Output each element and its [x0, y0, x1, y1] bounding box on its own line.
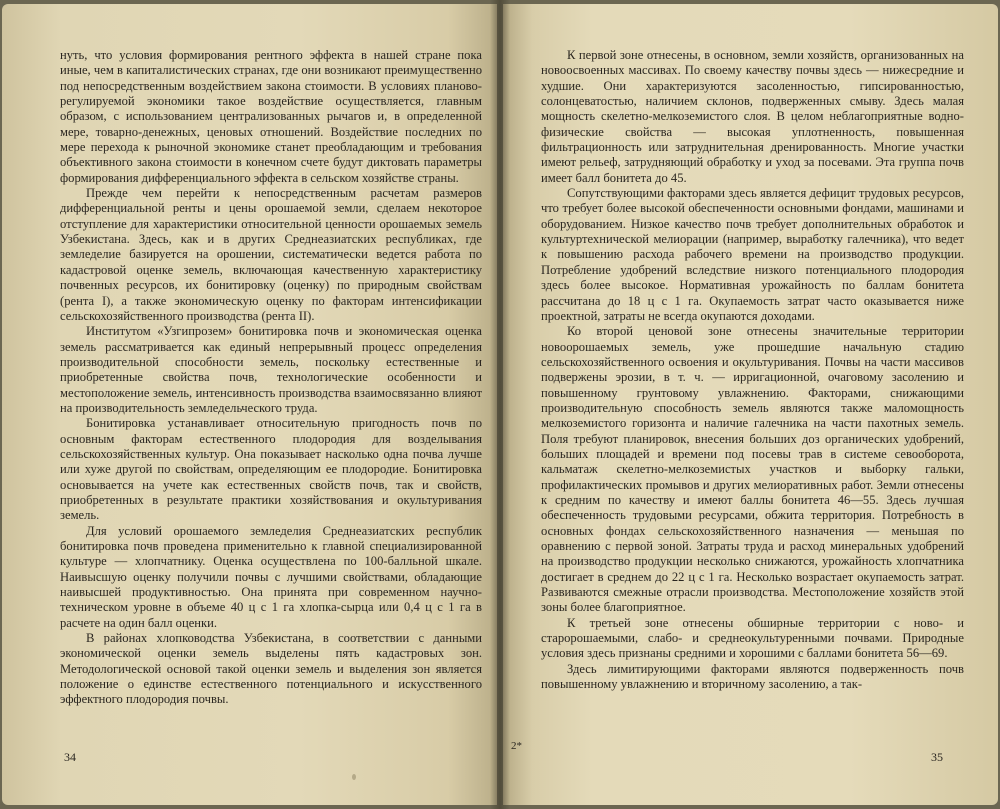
right-page-text	[541, 48, 964, 692]
signature-mark: 2*	[511, 740, 522, 752]
paragraph: Институтом «Узгипрозем» бонитировка почв и экономическая оценка земель рассматривается как единый непрерывный процесс определения производительной способности земель, поскольку естественные и приобретенные свойства почв, технологические особенности и местоположение земель, интенсивность производства взаимосвязанно влияют на производительность земледельческого труда.	[60, 324, 482, 415]
paragraph: нуть, что условия формирования рентного эффекта в нашей стране пока иные, чем в капиталистических странах, где они возникают преимущественно под непосредственным воздействием закона стоимости. В условиях планово-регулируемой экономики такое воздействие осуществляется, главным образом, с использованием централизованных рычагов и, в определенной мере, товарно-денежных, ценовых отношений. Воздействие последних по мере перехода к рыночной экономике станет преобладающим и требования объективного закона стоимости в конечном счете будут диктовать параметры формирования дифференциального эффекта в сельском хозяйстве страны.	[60, 48, 482, 185]
paragraph: Сопутствующими факторами здесь является дефицит трудовых ресурсов, что требует более высокой обеспеченности основными фондами, машинами и оборудованием. Низкое качество почв требует дополнительных обработок и культуртехнической мелиорации (например, выработку галечника), что ведет к повышению расхода рабочего времени на производство продукции. Потребление удобрений вследствие низкого потенциального плодородия здесь более высокое. Нормативная урожайность по баллам бонитета рассчитана до 18 ц с 1 га. Окупаемость затрат часто оказывается ниже проектной, затраты не всегда окупаются доходами.	[541, 186, 964, 323]
right-page	[503, 4, 998, 805]
paragraph: В районах хлопководства Узбекистана, в соответствии с данными экономической оценки земель выделены пять кадастровых зон. Методологической основой такой оценки земель и выделения зон является положение о единстве естественного потенциального и искусственного эффектного плодородия почвы.	[60, 631, 482, 707]
paper-speck	[352, 774, 356, 780]
paragraph: Прежде чем перейти к непосредственным расчетам размеров дифференциальной ренты и цены орошаемой земли, сделаем некоторое отступление для характеристики относительной ценности орошаемых земель Узбекистана. Здесь, как и в других Среднеазиатских республиках, где земледелие базируется на орошении, систематически ведется работа по кадастровой оценке земель, включающая качественную характеристику почвенных ресурсов, их бонитировку (оценку) по природным свойствам (рента I), а также экономическую оценку по факторам интенсификации сельскохозяйственного производства (рента II).	[60, 186, 482, 323]
paragraph: К третьей зоне отнесены обширные территории с ново- и старорошаемыми, слабо- и среднеокультуренными почвами. Природные условия здесь признаны средними и хорошими с баллами бонитета 56—69.	[541, 615, 964, 661]
paragraph: К первой зоне отнесены, в основном, земли хозяйств, организованных на новоосвоенных массивах. По своему качеству почвы здесь — нижесредние и худшие. Они характеризуются засоленностью, гипсированностью, солонцеватостью, наличием склонов, подверженных смыву. Здесь малая мощность скелетно-мелкоземистого слоя. В целом неблагоприятные водно-физические свойства — высокая уплотненность, повышенная фильтрационность или затруднительная дренированность. Многие участки имеют рельеф, затрудняющий обработку и уход за посевами. Эта группа почв имеет балл бонитета до 45.	[541, 48, 964, 185]
paragraph: Бонитировка устанавливает относительную пригодность почв по основным факторам естественного плодородия для возделывания сельскохозяйственных культур. Она показывает насколько одна почва лучше или хуже другой по свойствам, определяющим ее плодородие. Бонитировка основывается на учете как естественных свойств почв, так и свойств, приобретенных в результате практики хозяйствования и окультуривания земель.	[60, 416, 482, 523]
left-page	[2, 4, 497, 805]
paragraph: Ко второй ценовой зоне отнесены значительные территории новоорошаемых земель, уже прошедшие начальную стадию сельскохозяйственного освоения и окультуривания. Почвы на части массивов подвержены эрозии, в т. ч. — ирригационной, очаговому засолению и повышенному грунтовому увлажнению. Факторами, снижающими производительную способность земель являются также маломощность мелкоземистого горизонта и наличие галечника на части пахотных земель. Поля требуют планировок, внесения больших доз органических удобрений, больших площадей и времени под посевы трав в системе севооборота, кальматаж скелетно-мелкоземистых участков и выборку гальки, профилактических промывов и других мелиоративных работ. Земли отнесены к средним по качеству и имеют баллы бонитета 46—55. Здесь лучшая обеспеченность трудовыми ресурсами, обжита территория. Потребность в основных фондах сельскохозяйственного назначения — меньшая по оравнению с первой зоной. Затраты труда и расход минеральных удобрений на производство продукции несколько снижаются, урожайность хлопчатника достигает в среднем до 22 ц с 1 га. Несколько возрастает окупаемость затрат. Развиваются смежные отрасли производства. Местоположение хозяйств этой зоны более благоприятное.	[541, 324, 964, 615]
page-number-left: 34	[64, 750, 76, 764]
paragraph: Для условий орошаемого земледелия Среднеазиатских республик бонитировка почв проведена применительно к главной специализированной культуре — хлопчатнику. Оценка осуществлена по 100-балльной шкале. Наивысшую оценку получили почвы с лучшими свойствами, обладающие наивысшей продуктивностью. Она принята при современном научно-техническом уровне в объеме 40 ц с 1 га хлопка-сырца или 0,4 ц с 1 га в расчете на один балл оценки.	[60, 523, 482, 630]
book-gutter	[490, 0, 510, 809]
paragraph: Здесь лимитирующими факторами являются подверженность почв повышенному увлажнению и вторичному засолению, а так-	[541, 661, 964, 692]
left-page-text	[60, 48, 482, 708]
page-number-right: 35	[931, 750, 943, 764]
